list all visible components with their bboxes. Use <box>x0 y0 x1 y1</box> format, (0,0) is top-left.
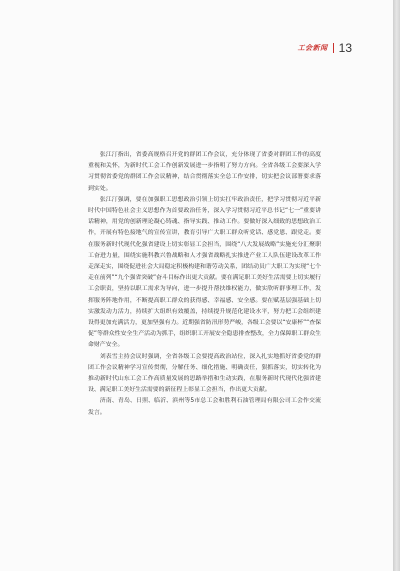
paragraph-2: 张江汀强调，要在加强职工思想政治引领上切实扛牢政治责任，把学习贯彻习近平新时代中国特色社会主义思想作为首要政治任务，深入学习贯彻习近平总书记“七一”重要讲话精神，用党的创新理论凝心铸魂、指导实践、推动工作。要做好深入细致的思想政治工作，开展有特色接地气的宣传宣讲，教育引导广大职工群众听党话、感党恩、跟党走。要在服务新时代现代化强省建设上切实彰显工会担当，围绕“八大发展战略”实施充分汇聚职工奋进力量，围绕实施科教兴鲁战略和人才强省战略扎实推进产业工人队伍建设改革工作走深走实，围绕促进社会大局稳定积极构建和谐劳动关系，团结动员广大职工为实现“七个走在前列”“九个强省突破”奋斗目标作出更大贡献。要在满足职工美好生活需要上切实履行工会职责，坚持以职工需求为导向，进一步提升帮扶维权能力，做实欣听群事理工作，发挥服务阵地作用，不断提高职工群众的获得感、幸福感、安全感。要在赋基层强基础上切实激发动力活力，持续扩大组织有效覆盖，持续提升规范化建设水平，努力把工会组织建设得更加充满活力，更加坚强有力。近期强省防汛形势严峻，各级工会要以“安康杯”“查保促”等群众性安全生产活动为抓手，组织职工开展安全隐患排查整改，全力保障职工群众生命财产安全。 <box>88 196 321 349</box>
page-header <box>298 41 352 55</box>
page-number: 13 <box>338 41 352 55</box>
page-edge <box>393 0 400 571</box>
paragraph-3: 刘表雪主持会议时强调，全省各级工会要提高政治站位，深入扎实地抓好省委党的群团工作会议精神学习宣传贯彻，分解任务、细化措施、明确责任，狠抓落实，切实转化为推动新时代山东工会工作高质量发展的思路举措和生动实践，在服务新时代现代化强省建设、满足职工美好生活需要的新征程上彰显工会担当，作出更大贡献。 <box>88 353 321 394</box>
section-tag: 工会新闻 <box>297 44 328 52</box>
paragraph-4: 济南、青岛、日照、临沂、滨州等5市总工会和胜利石油管理局有限公司工会作交流发言。 <box>88 398 321 416</box>
paragraph-1: 张江汀指出，省委高规格召开党的群团工作会议，充分体现了省委对群团工作的高度重视和关怀，为新时代工会工作创新发展进一步指明了努力方向。全省各级工会要深入学习贯彻省委党的群团工作会议精神，结合贯彻落实全总工作安排，切实把会议部署要求落到实处。 <box>88 152 321 192</box>
header-divider <box>333 43 334 53</box>
article-body <box>88 150 321 419</box>
